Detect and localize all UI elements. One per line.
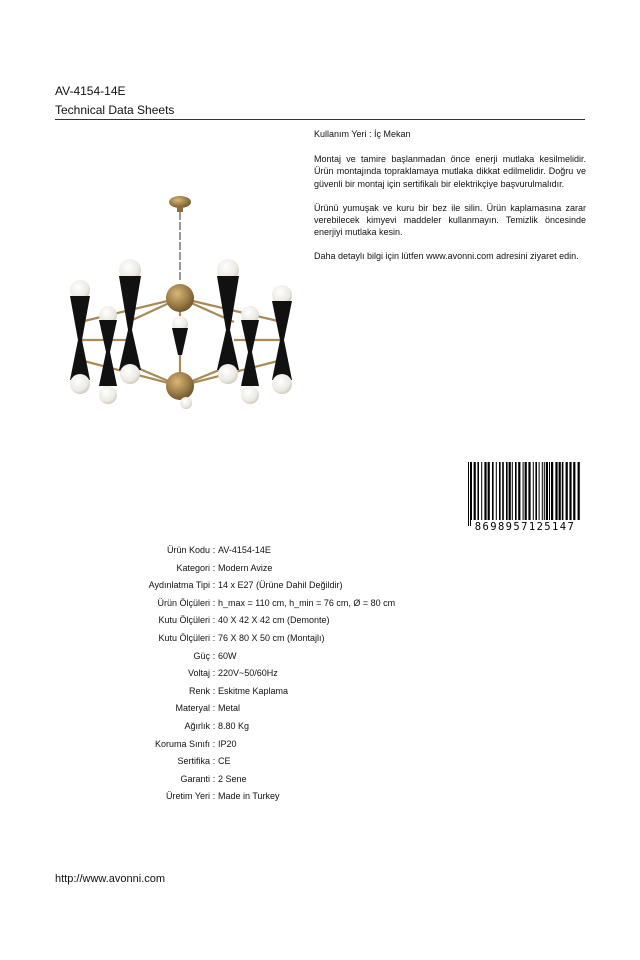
header-divider — [55, 119, 585, 120]
barcode-bar — [549, 462, 550, 520]
barcode-bar — [470, 462, 471, 526]
spec-label: Üretim Yeri — [165, 791, 210, 802]
spec-separator: : — [212, 685, 216, 696]
spec-separator: : — [212, 545, 216, 555]
barcode-bar — [523, 462, 524, 520]
product-code-heading: AV-4154-14E — [55, 84, 126, 98]
spec-label: Materyal — [175, 703, 210, 714]
spec-separator: : — [212, 562, 216, 573]
spec-row — [80, 721, 249, 735]
spec-row — [80, 756, 231, 770]
footer-url: http://www.avonni.com — [55, 873, 166, 885]
spec-label: Ürün Kodu — [166, 545, 210, 555]
barcode-bar — [502, 462, 504, 520]
barcode-bar — [539, 462, 540, 520]
spec-row — [80, 598, 395, 612]
chandelier-product-image — [58, 190, 303, 415]
spec-value: 40 X 42 X 42 cm (Demonte) — [218, 615, 330, 626]
spec-value: Modern Avize — [218, 562, 273, 573]
barcode-bar — [555, 462, 557, 520]
usage-info-block — [314, 128, 586, 275]
spec-label: Sertifika — [177, 756, 210, 767]
spec-value: 60W — [218, 650, 237, 661]
barcode-bar — [499, 462, 501, 520]
barcode-bar — [515, 462, 517, 520]
barcode-digits: 8698957125147 — [474, 521, 576, 532]
spec-row — [80, 686, 288, 700]
barcode-bar — [559, 462, 561, 520]
barcode-bar — [551, 462, 553, 520]
barcode-bar — [533, 462, 534, 520]
barcode-bar — [506, 462, 508, 520]
barcode-bar — [566, 462, 568, 520]
spec-value: 2 Sene — [218, 773, 247, 784]
barcode-bar — [544, 462, 545, 520]
spec-value: IP20 — [218, 738, 237, 749]
barcode-bar — [471, 462, 472, 520]
spec-separator: : — [212, 580, 216, 591]
spec-separator: : — [212, 703, 216, 714]
barcode-bar — [474, 462, 476, 520]
spec-label: Kutu Ölçüleri — [158, 615, 210, 626]
spec-separator: : — [212, 738, 216, 749]
spec-value: 220V~50/60Hz — [218, 668, 278, 679]
spec-label: Kategori — [176, 562, 210, 573]
spec-value: Made in Turkey — [218, 791, 280, 802]
barcode-bar — [488, 462, 490, 520]
barcode-bar — [512, 462, 513, 520]
spec-label: Aydınlatma Tipi — [148, 580, 210, 591]
spec-label: Ürün Ölçüleri — [157, 597, 210, 608]
spec-separator: : — [212, 773, 216, 784]
spec-label: Renk — [188, 685, 210, 696]
spec-label: Garanti — [180, 773, 210, 784]
barcode-bar — [496, 462, 497, 520]
spec-row — [80, 615, 330, 629]
barcode-bar — [535, 462, 537, 520]
spec-value: 76 X 80 X 50 cm (Montajlı) — [218, 633, 325, 643]
datasheet-subtitle: Technical Data Sheets — [55, 103, 175, 117]
spec-row — [80, 545, 271, 559]
spec-separator: : — [212, 650, 216, 661]
spec-separator: : — [212, 615, 216, 626]
barcode-bar — [542, 462, 543, 520]
spec-value: 8.80 Kg — [218, 721, 250, 731]
barcode-bar — [525, 462, 527, 520]
spec-row — [80, 580, 343, 594]
barcode-bar — [569, 462, 571, 520]
barcode-bar — [528, 462, 530, 520]
barcode-bar — [492, 462, 494, 520]
barcode-bar — [573, 462, 575, 520]
spec-label: Kutu Ölçüleri — [158, 633, 210, 643]
spec-label: Güç — [193, 650, 210, 661]
cleaning-paragraph: Ürünü yumuşak ve kuru bir bez ile silin. Ürün kaplamasına zarar verebilecek kimyevi maddeler kullanmayın. Temizlik öncesinde enerjiyi mutlaka kesin. — [314, 202, 586, 238]
barcode-bars — [465, 462, 585, 532]
spec-label: Koruma Sınıfı — [154, 738, 210, 749]
spec-separator: : — [212, 633, 216, 643]
spec-value: Metal — [218, 703, 241, 714]
barcode-bar — [509, 462, 511, 520]
spec-row — [80, 774, 247, 788]
barcode-bar — [484, 462, 486, 520]
spec-value: h_max = 110 cm, h_min = 76 cm, Ø = 80 cm — [218, 597, 396, 608]
spec-separator: : — [212, 791, 216, 802]
barcode-bar — [546, 462, 548, 520]
barcode-bar — [481, 462, 482, 520]
barcode — [465, 462, 585, 532]
spec-value: CE — [218, 756, 231, 767]
spec-separator: : — [212, 668, 216, 679]
barcode-bar — [468, 462, 469, 526]
spec-separator: : — [212, 756, 216, 767]
spec-row — [80, 791, 280, 805]
spec-row — [80, 739, 237, 753]
spec-row — [80, 563, 272, 577]
barcode-bar — [562, 462, 564, 520]
spec-row — [80, 668, 278, 682]
safety-paragraph: Montaj ve tamire başlanmadan önce enerji mutlaka kesilmelidir. Ürün montajında topraklamaya mutlaka dikkat edilmelidir. Doğru ve güvenli bir montaj için sertifikalı bir elektrikçiye başvurulmalıdır. — [314, 154, 586, 189]
spec-row — [80, 633, 325, 647]
spec-label: Voltaj — [187, 668, 210, 679]
barcode-bar — [477, 462, 479, 520]
spec-separator: : — [212, 597, 216, 608]
barcode-bar — [578, 462, 580, 520]
spec-label: Ağırlık — [184, 721, 210, 731]
spec-separator: : — [212, 721, 216, 731]
spec-value: AV-4154-14E — [218, 545, 271, 555]
website-paragraph: Daha detaylı bilgi için lütfen www.avonni.com adresini ziyaret edin. — [314, 251, 579, 262]
spec-value: 14 x E27 (Ürüne Dahil Değildir) — [218, 580, 343, 591]
barcode-bar — [518, 462, 520, 520]
spec-value: Eskitme Kaplama — [218, 685, 289, 696]
spec-row — [80, 703, 240, 717]
usage-location: Kullanım Yeri : İç Mekan — [314, 129, 411, 139]
spec-row — [80, 651, 237, 665]
